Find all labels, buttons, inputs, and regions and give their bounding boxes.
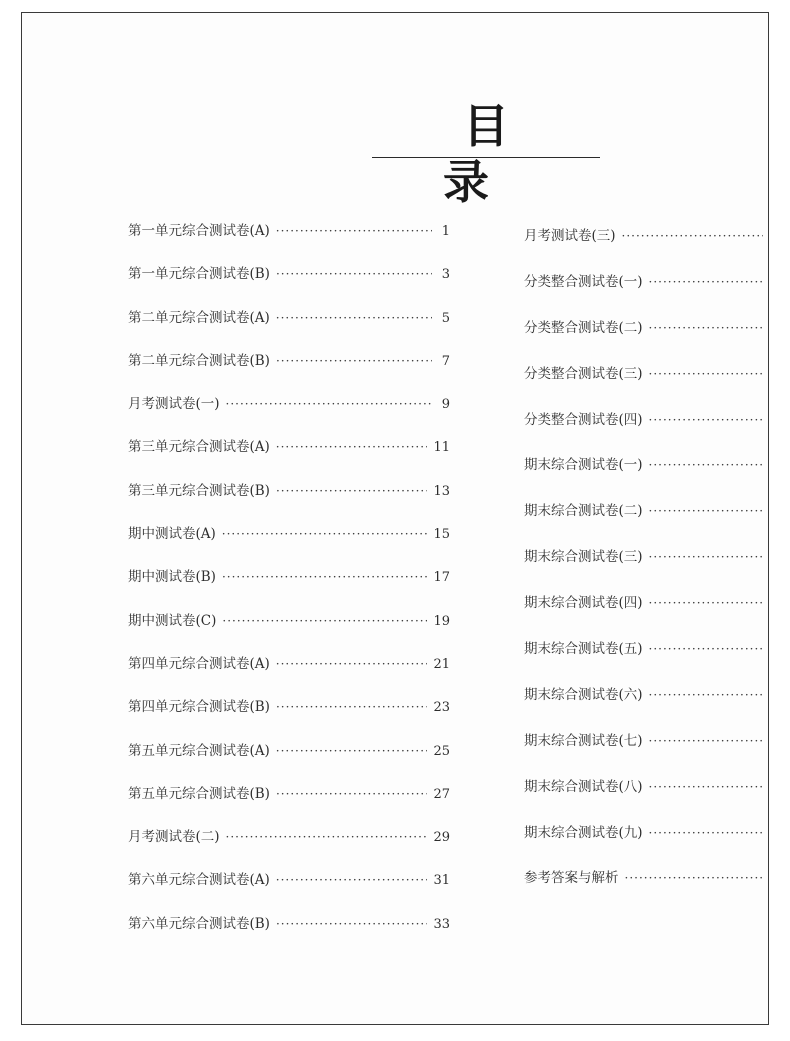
toc-entry[interactable] (524, 455, 769, 501)
page-title: 目 录 (443, 99, 549, 209)
toc-entry[interactable] (524, 639, 769, 685)
toc-leader-dots (276, 264, 432, 284)
toc-entry[interactable] (128, 611, 450, 654)
toc-leader-dots (649, 777, 763, 797)
toc-entry-page-number: 7 (441, 353, 450, 369)
toc-entry[interactable] (524, 226, 769, 272)
toc-leader-dots (276, 870, 428, 890)
toc-entry-page-number: 11 (433, 440, 450, 456)
toc-entry-page-number: 33 (433, 916, 450, 932)
toc-leader-dots (276, 351, 432, 371)
toc-entry-label: 第六单元综合测试卷(B) (128, 915, 270, 932)
toc-entry-page-number: 5 (441, 310, 450, 326)
toc-entry-label: 第三单元综合测试卷(B) (128, 482, 270, 499)
toc-entry[interactable] (128, 221, 450, 264)
toc-entry[interactable] (128, 914, 450, 957)
toc-entry[interactable] (524, 272, 769, 318)
toc-entry-label: 分类整合测试卷(二) (524, 319, 643, 336)
toc-leader-dots (649, 272, 763, 292)
toc-entry-label: 第二单元综合测试卷(B) (128, 352, 270, 369)
toc-leader-dots (649, 501, 763, 521)
toc-entry[interactable] (128, 394, 450, 437)
toc-leader-dots (276, 481, 427, 501)
toc-leader-dots (649, 410, 763, 430)
toc-leader-dots (649, 547, 763, 567)
toc-entry-label: 期末综合测试卷(七) (524, 732, 643, 749)
toc-leader-dots (222, 524, 428, 544)
toc-entry-page-number: 25 (433, 743, 450, 759)
toc-entry-label: 第四单元综合测试卷(A) (128, 655, 270, 672)
toc-entry-page-number: 15 (433, 527, 450, 543)
toc-entry-label: 分类整合测试卷(一) (524, 273, 643, 290)
toc-entry-label: 期中测试卷(B) (128, 569, 216, 586)
toc-entry-label: 第六单元综合测试卷(A) (128, 872, 270, 889)
toc-entry[interactable] (524, 501, 769, 547)
toc-entry[interactable] (128, 870, 450, 913)
toc-entry[interactable] (524, 547, 769, 593)
toc-entry[interactable] (524, 364, 769, 410)
toc-entry-page-number: 23 (433, 700, 450, 716)
toc-leader-dots (649, 593, 763, 613)
toc-entry-label: 第一单元综合测试卷(A) (128, 223, 270, 239)
toc-leader-dots (276, 437, 428, 457)
toc-entry[interactable] (128, 437, 450, 480)
toc-entry-page-number: 13 (433, 483, 450, 499)
toc-entry-label: 期末综合测试卷(二) (524, 503, 643, 520)
toc-entry[interactable] (128, 351, 450, 394)
toc-leader-dots (226, 394, 432, 414)
toc-entry[interactable] (128, 741, 450, 784)
toc-leader-dots (649, 685, 763, 705)
toc-leader-dots (226, 827, 428, 847)
toc-entry-label: 期末综合测试卷(九) (524, 824, 643, 841)
toc-entry[interactable] (128, 308, 450, 351)
toc-entry[interactable] (524, 593, 769, 639)
toc-entry-label: 分类整合测试卷(三) (524, 365, 643, 382)
toc-leader-dots (276, 654, 428, 674)
toc-entry-page-number: 9 (441, 397, 450, 413)
toc-leader-dots (649, 731, 763, 751)
toc-left-column (128, 221, 450, 957)
toc-right-column (524, 226, 769, 914)
toc-entry-label: 第四单元综合测试卷(B) (128, 699, 270, 716)
toc-entry-label: 期末综合测试卷(一) (524, 457, 643, 474)
toc-entry-label: 第二单元综合测试卷(A) (128, 309, 270, 326)
toc-entry-label: 月考测试卷(二) (128, 829, 220, 846)
toc-entry-label: 期末综合测试卷(三) (524, 549, 643, 566)
toc-entry-label: 期末综合测试卷(六) (524, 686, 643, 703)
toc-entry-label: 第一单元综合测试卷(B) (128, 266, 270, 283)
toc-entry-label: 参考答案与解析 (524, 870, 619, 887)
toc-leader-dots (276, 697, 427, 717)
toc-entry[interactable] (128, 524, 450, 567)
title-underline (372, 157, 600, 158)
toc-entry[interactable] (524, 868, 769, 914)
toc-leader-dots (276, 221, 432, 241)
toc-entry-page-number: 17 (433, 570, 450, 586)
toc-entry-label: 期中测试卷(C) (128, 612, 217, 629)
toc-entry[interactable] (128, 567, 450, 610)
toc-entry-page-number: 31 (433, 873, 450, 889)
toc-entry-label: 期中测试卷(A) (128, 526, 216, 543)
toc-entry[interactable] (524, 777, 769, 823)
toc-entry[interactable] (128, 827, 450, 870)
toc-entry-label: 第五单元综合测试卷(B) (128, 785, 270, 802)
toc-leader-dots (649, 364, 763, 384)
toc-entry-page-number: 27 (433, 786, 450, 802)
toc-leader-dots (222, 611, 427, 631)
toc-leader-dots (276, 741, 428, 761)
toc-entry-label: 第五单元综合测试卷(A) (128, 742, 270, 759)
toc-entry[interactable] (524, 823, 769, 869)
toc-entry-label: 月考测试卷(一) (128, 396, 220, 413)
toc-entry-page-number: 29 (433, 830, 450, 846)
toc-entry-label: 分类整合测试卷(四) (524, 411, 643, 428)
toc-leader-dots (622, 226, 763, 246)
toc-leader-dots (222, 567, 427, 587)
toc-entry[interactable] (128, 654, 450, 697)
toc-entry[interactable] (524, 731, 769, 777)
toc-leader-dots (276, 308, 432, 328)
toc-leader-dots (649, 318, 763, 338)
toc-leader-dots (649, 455, 763, 475)
toc-entry-page-number: 21 (433, 656, 450, 672)
toc-entry-label: 月考测试卷(三) (524, 228, 616, 244)
toc-leader-dots (649, 823, 763, 843)
toc-entry[interactable] (128, 697, 450, 740)
toc-leader-dots (276, 914, 427, 934)
toc-entry[interactable] (524, 685, 769, 731)
toc-entry-label: 第三单元综合测试卷(A) (128, 439, 270, 456)
toc-entry[interactable] (128, 481, 450, 524)
toc-leader-dots (625, 868, 764, 888)
toc-entry-page-number: 3 (441, 267, 450, 283)
toc-entry[interactable] (128, 784, 450, 827)
toc-entry-label: 期末综合测试卷(四) (524, 595, 643, 612)
toc-entry[interactable] (128, 264, 450, 307)
toc-leader-dots (276, 784, 427, 804)
toc-entry-page-number: 1 (441, 224, 450, 239)
toc-entry[interactable] (524, 410, 769, 456)
toc-entry-page-number: 19 (433, 613, 450, 629)
toc-leader-dots (649, 639, 763, 659)
toc-entry-label: 期末综合测试卷(五) (524, 641, 643, 658)
toc-entry[interactable] (524, 318, 769, 364)
toc-entry-label: 期末综合测试卷(八) (524, 778, 643, 795)
